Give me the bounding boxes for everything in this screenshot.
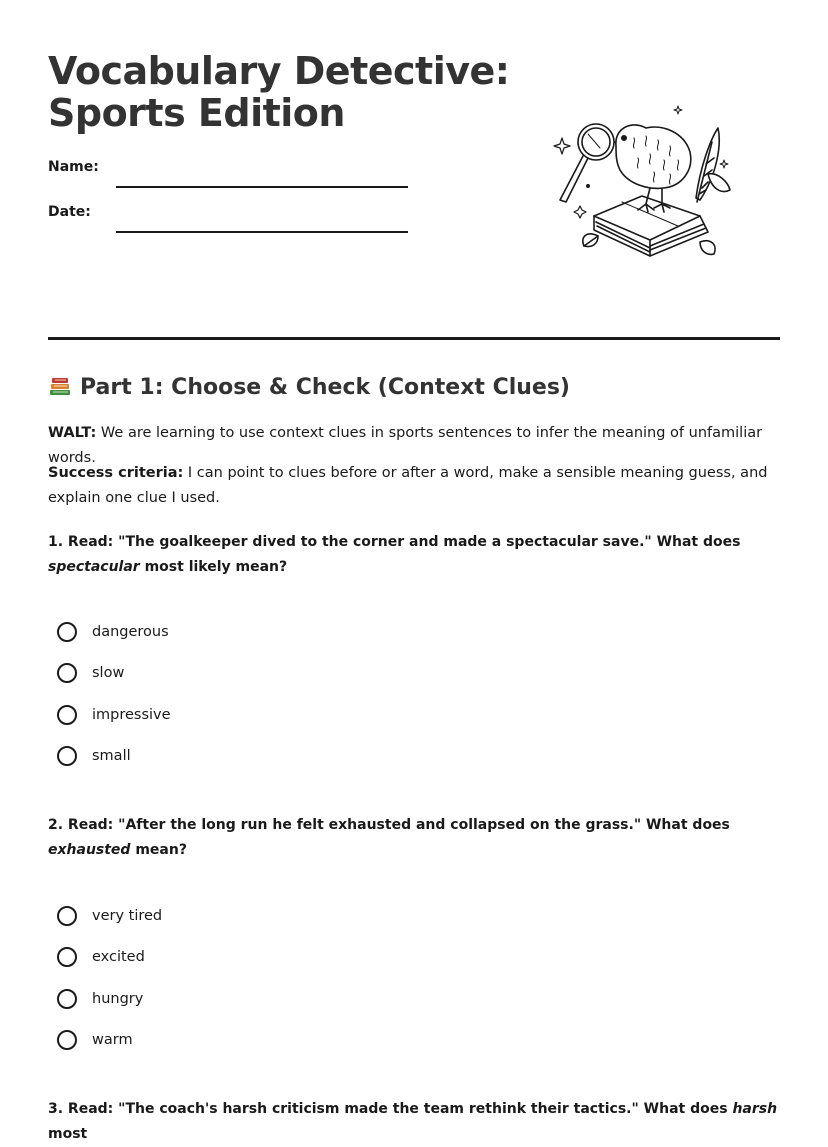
name-label: Name: <box>48 159 99 175</box>
question-1-text: 1. Read: "The goalkeeper dived to the corner and made a spectacular save." What does <box>48 534 741 550</box>
question-3-word: harsh <box>732 1101 778 1117</box>
radio-button[interactable] <box>57 1030 77 1050</box>
option-label: warm <box>92 1032 133 1048</box>
books-icon <box>48 374 72 408</box>
question-1-suffix: most likely mean? <box>139 559 288 575</box>
date-field[interactable] <box>48 204 408 232</box>
kiwi-detective-illustration <box>550 98 740 276</box>
q2-option-3[interactable] <box>57 986 143 1012</box>
part1-heading-text: Part 1: Choose & Check (Context Clues) <box>80 375 570 400</box>
radio-button[interactable] <box>57 906 77 926</box>
q2-option-2[interactable] <box>57 944 145 970</box>
q1-option-2[interactable] <box>57 660 124 686</box>
q2-option-4[interactable] <box>57 1027 133 1053</box>
question-2 <box>48 813 778 863</box>
q1-option-4[interactable] <box>57 743 131 769</box>
success-criteria-label: Success criteria: <box>48 465 184 481</box>
option-label: slow <box>92 665 125 681</box>
date-line[interactable] <box>116 231 408 233</box>
section-divider <box>48 337 780 340</box>
success-criteria-text: I can point to clues before or after a word, make a sensible meaning guess, and explain one clue I used. <box>48 465 768 506</box>
part1-heading <box>48 372 570 408</box>
option-label: very tired <box>92 908 163 924</box>
option-label: hungry <box>92 991 144 1007</box>
option-label: impressive <box>92 707 171 723</box>
radio-button[interactable] <box>57 989 77 1009</box>
option-label: small <box>92 748 131 764</box>
date-label: Date: <box>48 204 91 220</box>
walt-text: We are learning to use context clues in sports sentences to infer the meaning of unfamiliar words. <box>48 425 763 466</box>
walt-label: WALT: <box>48 425 97 441</box>
worksheet-title <box>48 50 509 134</box>
question-1-word: spectacular <box>48 559 140 575</box>
option-label: excited <box>92 949 145 965</box>
q1-option-1[interactable] <box>57 619 169 645</box>
radio-button[interactable] <box>57 746 77 766</box>
radio-button[interactable] <box>57 947 77 967</box>
book-icon <box>594 196 708 256</box>
name-field[interactable] <box>48 159 408 187</box>
question-1 <box>48 530 778 580</box>
success-criteria <box>48 461 778 511</box>
title-line-2: Sports Edition <box>48 91 345 135</box>
question-3-suffix: most <box>48 1126 88 1142</box>
option-label: dangerous <box>92 624 169 640</box>
q1-option-3[interactable] <box>57 702 171 728</box>
q2-option-1[interactable] <box>57 903 162 929</box>
radio-button[interactable] <box>57 705 77 725</box>
name-line[interactable] <box>116 186 408 188</box>
question-3-text: 3. Read: "The coach's harsh criticism made the team rethink their tactics." What does <box>48 1101 733 1117</box>
question-2-suffix: mean? <box>130 842 187 858</box>
question-3 <box>48 1097 778 1147</box>
radio-button[interactable] <box>57 622 77 642</box>
title-line-1: Vocabulary Detective: <box>48 49 510 93</box>
radio-button[interactable] <box>57 663 77 683</box>
question-2-word: exhausted <box>48 842 131 858</box>
question-2-text: 2. Read: "After the long run he felt exhausted and collapsed on the grass." What does <box>48 817 730 833</box>
